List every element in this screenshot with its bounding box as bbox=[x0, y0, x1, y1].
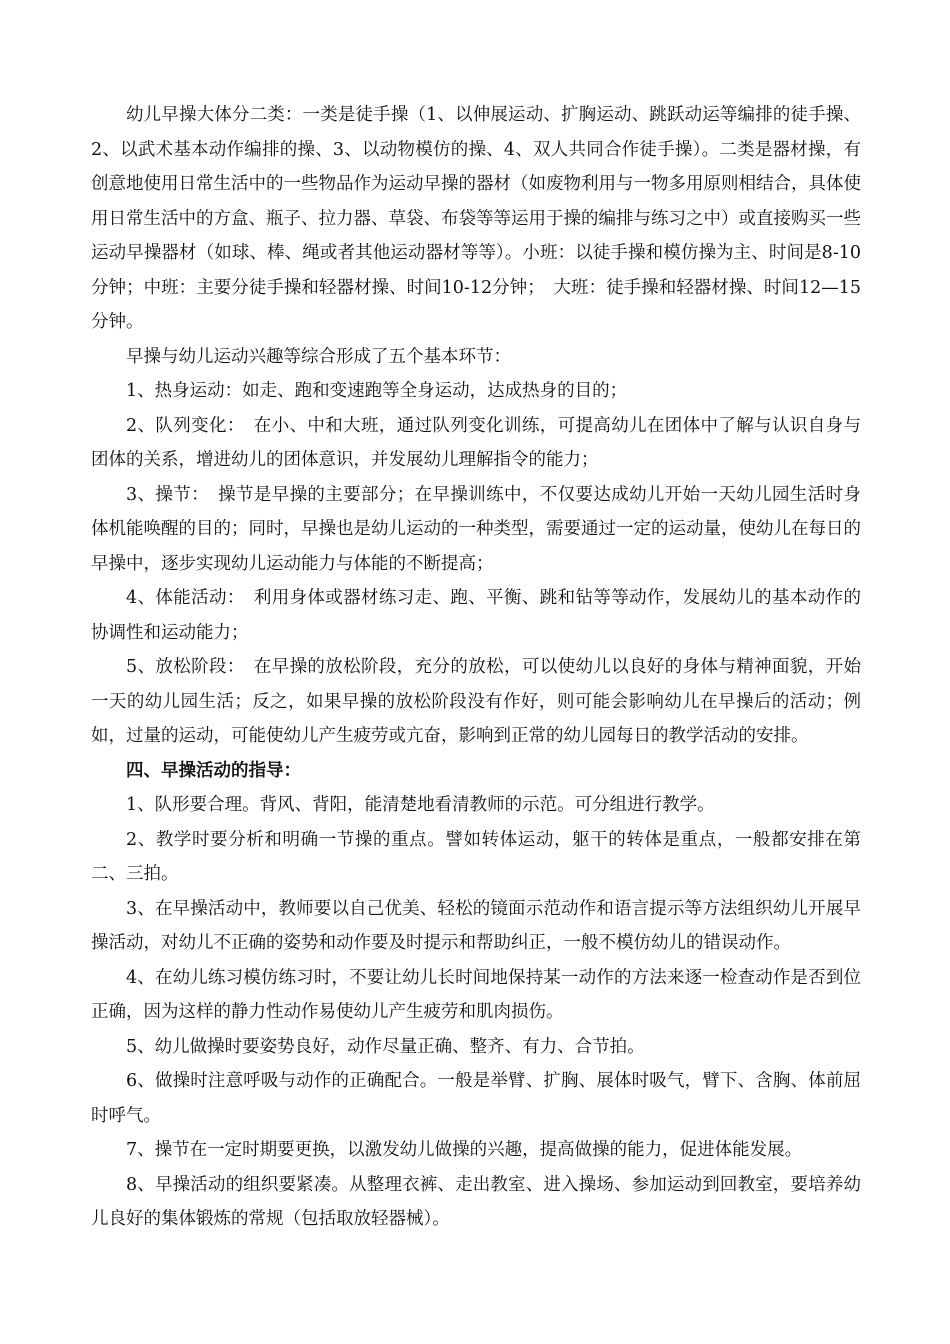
document-page bbox=[91, 98, 861, 1237]
stage-relax: 5、放松阶段： 在早操的放松阶段，充分的放松，可以使幼儿以良好的身体与精神面貌，开始一天的幼儿园生活；反之，如果早操的放松阶段没有作好，则可能会影响幼儿在早操后的活动；例如，过量的运动，可能使幼儿产生疲劳或亢奋，影响到正常的幼儿园每日的教学活动的安排。 bbox=[91, 657, 861, 746]
guidance-item-5: 5、幼儿做操时要姿势良好，动作尽量正确、整齐、有力、合节拍。 bbox=[126, 1036, 645, 1057]
stage-exercise: 3、操节： 操节是早操的主要部分；在早操训练中，不仅要达成幼儿开始一天幼儿园生活时身体机能唤醒的目的；同时，早操也是幼儿运动的一种类型，需要通过一定的运动量，使幼儿在每日的早操中，逐步实现幼儿运动能力与体能的不断提高； bbox=[91, 484, 861, 574]
guidance-item-4: 4、在幼儿练习模仿练习时，不要让幼儿长时间地保持某一动作的方法来逐一检查动作是否到位正确，因为这样的静力性动作易使幼儿产生疲劳和肌肉损伤。 bbox=[91, 967, 861, 1022]
five-stages-intro: 早操与幼儿运动兴趣等综合形成了五个基本环节： bbox=[126, 346, 511, 367]
guidance-item-8: 8、早操活动的组织要紧凑。从整理衣裤、走出教室、进入操场、参加运动到回教室，要培养幼儿良好的集体锻炼的常规（包括取放轻器械）。 bbox=[91, 1174, 861, 1229]
guidance-item-2: 2、教学时要分析和明确一节操的重点。譬如转体运动，躯干的转体是重点，一般都安排在第二、三拍。 bbox=[91, 829, 861, 884]
guidance-item-7: 7、操节在一定时期要更换，以激发幼儿做操的兴趣，提高做操的能力，促进体能发展。 bbox=[126, 1140, 803, 1160]
guidance-item-6: 6、做操时注意呼吸与动作的正确配合。一般是举臂、扩胸、展体时吸气，臂下、含胸、体前屈时呼气。 bbox=[91, 1071, 861, 1126]
section-heading: 四、早操活动的指导： bbox=[126, 760, 301, 781]
stage-fitness: 4、体能活动： 利用身体或器材练习走、跑、平衡、跳和钻等等动作，发展幼儿的基本动作的协调性和运动能力； bbox=[91, 588, 861, 643]
stage-formation: 2、队列变化： 在小、中和大班，通过队列变化训练，可提高幼儿在团体中了解与认识自身与团体的关系，增进幼儿的团体意识，并发展幼儿理解指令的能力； bbox=[91, 415, 861, 470]
intro-paragraph: 幼儿早操大体分二类：一类是徒手操（1、以伸展运动、扩胸运动、跳跃动运等编排的徒手操、2、以武术基本动作编排的操、3、以动物模仿的操、4、双人共同合作徒手操）。二类是器材操，有创意地使用日常生活中的一些物品作为运动早操的器材（如废物利用与一物多用原则相结合，具体使用日常生活中的方盒、瓶子、拉力器、草袋、布袋等等运用于操的编排与练习之中）或直接购买一些运动早操器材（如球、棒、绳或者其他运动器材等等）。小班：以徒手操和模仿操为主、时间是8-10分钟；中班：主要分徒手操和轻器材操、时间10-12分钟； 大班：徒手操和轻器材操、时间12—15分钟。 bbox=[91, 105, 861, 332]
guidance-item-3: 3、在早操活动中，教师要以自己优美、轻松的镜面示范动作和语言提示等方法组织幼儿开展早操活动，对幼儿不正确的姿势和动作要及时提示和帮助纠正，一般不模仿幼儿的错误动作。 bbox=[91, 898, 861, 953]
guidance-item-1: 1、队形要合理。背风、背阳，能清楚地看清教师的示范。可分组进行教学。 bbox=[126, 795, 715, 815]
stage-warmup: 1、热身运动：如走、跑和变速跑等全身运动，达成热身的目的； bbox=[126, 381, 628, 401]
